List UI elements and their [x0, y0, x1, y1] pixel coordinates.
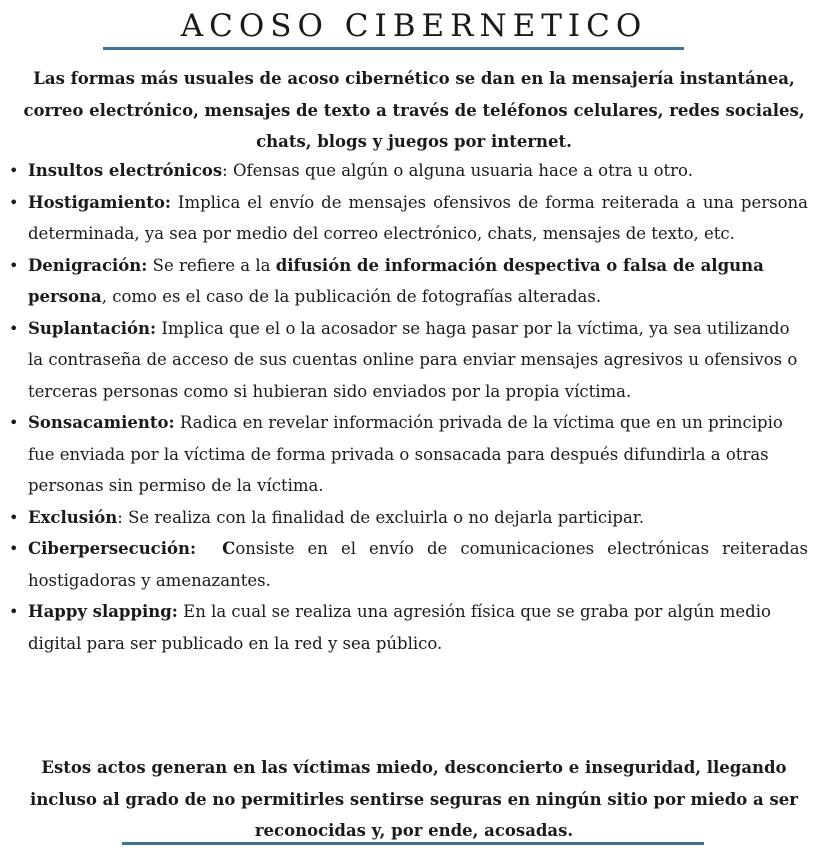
closing-underline: [122, 842, 704, 845]
page-title: ACOSO CIBERNETICO: [180, 8, 648, 44]
list-item-suplantacion: [0, 313, 828, 408]
item-term: Denigración:: [28, 255, 148, 275]
title-underline: [103, 47, 684, 50]
item-term: Hostigamiento:: [28, 192, 171, 212]
item-text: Radica en revelar información privada de la víctima que en un principio fue enviada por la víctima de forma privada o sonsacada para después difundirla a otras personas sin permiso de la víctima.: [28, 413, 783, 495]
bullet-icon: •: [9, 539, 19, 558]
bullet-icon: •: [9, 602, 19, 621]
item-initial: C: [222, 539, 236, 558]
harassment-types-list: [0, 155, 828, 659]
item-term: Insultos electrónicos: [28, 161, 223, 180]
bullet-icon: •: [9, 192, 19, 212]
item-term: Happy slapping:: [28, 602, 178, 621]
item-term: Sonsacamiento:: [28, 413, 175, 432]
list-item-denigracion: [0, 250, 828, 313]
item-text: Se realiza con la finalidad de excluirla o no dejarla participar.: [122, 507, 645, 527]
bullet-icon: •: [9, 318, 19, 338]
list-item-hostigamiento: [0, 187, 828, 250]
bullet-icon: •: [9, 413, 19, 432]
bullet-icon: •: [9, 507, 19, 527]
list-item-insultos: [0, 155, 828, 187]
bullet-icon: •: [9, 255, 19, 275]
item-term: Ciberpersecución:: [28, 539, 197, 558]
item-term: Exclusión: [28, 507, 118, 527]
bullet-icon: •: [9, 161, 19, 180]
item-term: Suplantación:: [28, 318, 157, 338]
list-item-happy-slapping: [0, 596, 828, 659]
item-text: Ofensas que algún o alguna usuaria hace a otra u otro.: [227, 161, 693, 180]
item-text: Implica que el o la acosador se haga pasar por la víctima, ya sea utilizando la contraseña de acceso de sus cuentas online para enviar mensajes agresivos u ofensivos o terceras personas como si hubieran sido enviados por la propia víctima.: [28, 318, 798, 401]
item-text: Implica el envío de mensajes ofensivos de forma reiterada a una persona determinada, ya sea por medio del correo electrónico, chats, mensajes de texto, etc.: [28, 192, 808, 243]
item-text: onsiste en el envío de comunicaciones electrónicas reiteradas hostigadoras y amenazantes.: [28, 539, 809, 590]
closing-paragraph: Estos actos generan en las víctimas miedo, desconcierto e inseguridad, llegando incluso al grado de no permitirles sentirse seguras en ningún sitio por miedo a ser reconocidas y, por ende, acosadas.: [30, 758, 798, 840]
intro-paragraph: Las formas más usuales de acoso cibernético se dan en la mensajería instantánea, correo electrónico, mensajes de texto a través de teléfonos celulares, redes sociales, chats, blogs y juegos por internet.: [23, 69, 805, 151]
list-item-sonsacamiento: [0, 407, 828, 502]
item-text: Se refiere a la: [147, 255, 276, 275]
item-separator: :: [117, 507, 123, 527]
list-item-exclusion: [0, 502, 828, 534]
item-separator: :: [222, 161, 228, 180]
list-item-ciberpersecucion: [0, 533, 828, 596]
item-text: En la cual se realiza una agresión física que se graba por algún medio digital para ser publicado en la red y sea público.: [28, 602, 771, 653]
item-emphasis: difusión de información despectiva o falsa de alguna persona: [28, 255, 764, 306]
item-text-after: , como es el caso de la publicación de fotografías alteradas.: [101, 287, 602, 306]
